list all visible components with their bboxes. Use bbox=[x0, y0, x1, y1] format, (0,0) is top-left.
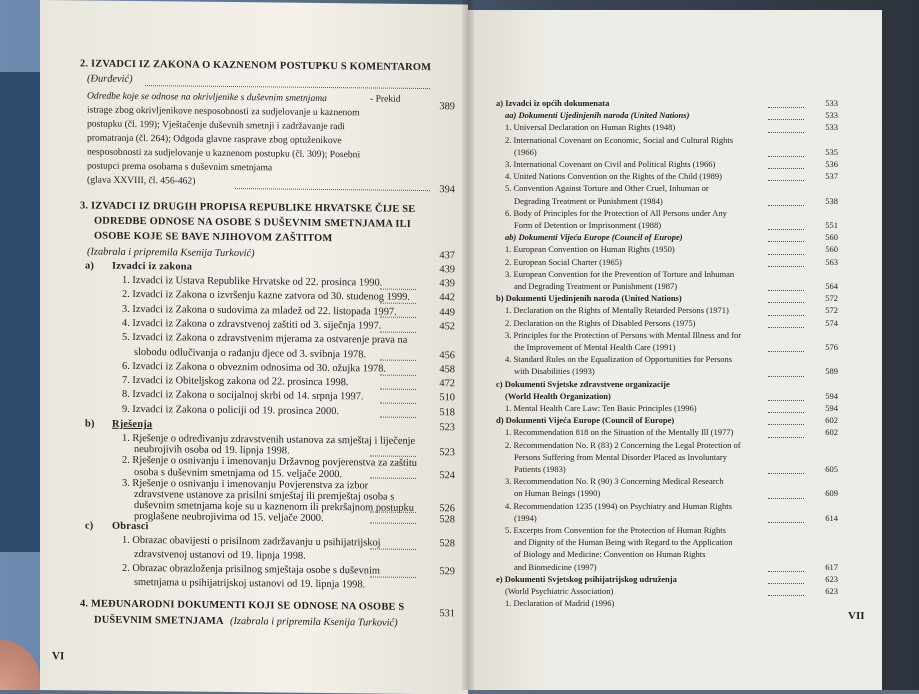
sec3-title: ODREDBE ODNOSE NA OSOBE S DUŠEVNIM SMETNJAMA ILI bbox=[94, 215, 412, 230]
toc-entry: (World Health Organization) bbox=[505, 390, 611, 401]
leader-dots bbox=[768, 290, 804, 291]
toc-entry: (1994) bbox=[514, 512, 537, 523]
sec4-page: 531 bbox=[439, 608, 455, 620]
page-folio-right: VII bbox=[848, 610, 865, 622]
toc-page-number: 439 bbox=[439, 278, 455, 290]
leader-dots bbox=[768, 473, 804, 474]
leader-dots bbox=[768, 132, 804, 133]
toc-entry: (1966) bbox=[514, 146, 537, 157]
toc-entry: 3. Principles for the Protection of Persons with Mental Illness and for bbox=[505, 329, 742, 340]
sub-c-letter: c) bbox=[85, 520, 94, 532]
toc-page-number: 617 bbox=[825, 561, 838, 572]
toc-entry: c) Dokumenti Svjetske zdravstvene organizacije bbox=[496, 378, 670, 389]
toc-entry: and Degrading Treatment or Punishment (1987) bbox=[514, 281, 678, 291]
toc-entry: and Dignity of the Human Being with Regard to the Application bbox=[514, 537, 733, 548]
toc-entry: 2. European Social Charter (1965) bbox=[505, 256, 622, 267]
toc-page-number: 574 bbox=[825, 317, 838, 328]
toc-entry: 2. Rješenje o osnivanju i imenovanju Državnog povjerenstva za zaštitu bbox=[122, 455, 417, 470]
toc-entry: 9. Izvadci iz Zakona o policiji od 19. prosinca 2000. bbox=[122, 403, 339, 417]
toc-entry: Form of Detention or Imprisonment (1988) bbox=[514, 220, 662, 230]
toc-entry: a) Izvadci iz općih dokumenata bbox=[496, 98, 610, 108]
leader-dots bbox=[768, 302, 804, 303]
right-page bbox=[468, 10, 882, 690]
sec2-line: istrage zbog okrivljenikove nesposobnosti za sudjelovanje u kaznenom bbox=[87, 104, 360, 119]
toc-entry: 2. Izvadci iz Zakona o izvršenju kazne zatvora od 30. studenog 1999. bbox=[122, 289, 410, 304]
toc-page-number: 524 bbox=[439, 469, 455, 481]
toc-page-number: 605 bbox=[825, 464, 838, 474]
leader-dots bbox=[380, 417, 416, 418]
toc-entry: Patients (1983) bbox=[514, 464, 566, 474]
leader-dots bbox=[380, 317, 416, 318]
toc-entry: (World Psychiatric Association) bbox=[505, 586, 614, 596]
toc-page-number: 551 bbox=[825, 220, 838, 230]
toc-page-number: 602 bbox=[825, 427, 838, 438]
toc-entry: 6. Body of Principles for the Protection of All Persons under Any bbox=[505, 207, 727, 218]
sec2-author: (Đurđević) bbox=[87, 73, 133, 85]
toc-page-number: 564 bbox=[825, 281, 838, 291]
toc-page-number: 537 bbox=[825, 171, 838, 182]
toc-page-number: 526 bbox=[439, 503, 455, 515]
toc-page-number: 510 bbox=[439, 392, 455, 404]
toc-entry: osoba s duševnim smetnjama od 15. veljače 2000. bbox=[134, 466, 343, 480]
toc-page-number: 563 bbox=[825, 256, 838, 267]
toc-page-number: 528 bbox=[439, 514, 455, 526]
toc-page-number: 449 bbox=[439, 306, 455, 318]
leader-dots bbox=[768, 595, 804, 596]
toc-page-number: 458 bbox=[439, 363, 455, 376]
toc-page-number: 523 bbox=[439, 447, 455, 459]
toc-entry: 5. Izvadci iz Zakona o zdravstvenim mjerama za ostvarenje prava na bbox=[122, 332, 408, 347]
toc-page-number: 533 bbox=[825, 122, 838, 133]
toc-page-number: 572 bbox=[825, 293, 838, 304]
leader-dots bbox=[768, 180, 804, 181]
page-folio-left: VI bbox=[52, 650, 65, 663]
sec3-title: OSOBE KOJE SE BAVE NJIHOVOM ZAŠTITOM bbox=[94, 230, 333, 245]
toc-entry: d) Dokumenti Vijeća Europe (Council of Europe) bbox=[496, 415, 675, 426]
toc-page-number: 560 bbox=[825, 232, 838, 243]
toc-entry: slobodu odlučivanja o rađanju djece od 3. svibnja 1978. bbox=[134, 346, 367, 360]
toc-entry: 2. Obrazac obrazloženja prisilnog smještaja osobe s duševnim bbox=[122, 562, 380, 577]
toc-entry: 3. Recommendation No. R (90) 3 Concerning Medical Research bbox=[505, 476, 724, 487]
toc-page-number: 529 bbox=[439, 566, 455, 578]
leader-dots bbox=[380, 360, 416, 361]
toc-entry: the Improvement of Mental Health Care (1991) bbox=[514, 342, 676, 352]
sec2-title: 2. IZVADCI IZ ZAKONA O KAZNENOM POSTUPKU S KOMENTAROM bbox=[80, 58, 432, 74]
leader-dots bbox=[768, 156, 804, 157]
toc-entry: e) Dokumenti Svjetskog psihijatrijskog udruženja bbox=[496, 573, 677, 584]
toc-page-number: 472 bbox=[439, 378, 455, 390]
sec2-line: - Prekid bbox=[370, 93, 401, 105]
leader-dots bbox=[235, 188, 430, 191]
toc-page-number: 452 bbox=[439, 321, 455, 333]
toc-entry: 2. Declaration on the Rights of Disabled Persons (1975) bbox=[505, 317, 696, 328]
leader-dots bbox=[768, 327, 804, 328]
leader-dots bbox=[370, 477, 416, 478]
sec3-author: (Izabrala i pripremila Ksenija Turković) bbox=[87, 246, 255, 260]
toc-entry: 5. Convention Against Torture and Other Cruel, Inhuman or bbox=[505, 183, 709, 194]
toc-entry: zdravstvene ustanove za prisilni smještaj ili premještaj osoba s bbox=[134, 488, 395, 503]
toc-page-number: 528 bbox=[439, 538, 455, 550]
toc-page-number: 589 bbox=[825, 366, 838, 377]
sec2-line: nesposobnosti za sudjelovanje u kaznenom postupku (čl. 309); Posebni bbox=[87, 146, 361, 161]
leader-dots bbox=[380, 288, 416, 289]
sec3-title: 3. IZVADCI IZ DRUGIH PROPISA REPUBLIKE HRVATSKE ČIJE SE bbox=[80, 200, 416, 215]
leader-dots bbox=[380, 303, 416, 304]
toc-entry: smetnjama u psihijatrijskoj ustanovi od 19. lipnja 1998. bbox=[134, 576, 366, 591]
toc-page-number: 533 bbox=[825, 98, 838, 108]
leader-dots bbox=[145, 85, 430, 89]
toc-entry: 1. Izvadci iz Ustava Republike Hrvatske od 22. prosinca 1990. bbox=[122, 274, 383, 289]
sec2-line: Odredbe koje se odnose na okrivljenike s duševnim smetnjama bbox=[87, 90, 327, 105]
leader-dots bbox=[768, 241, 804, 242]
leader-dots bbox=[370, 455, 416, 456]
toc-entry: Persons Suffering from Mental Disorder Placed as Involuntary bbox=[514, 451, 728, 462]
toc-entry: 3. Izvadci iz Zakona o sudovima za mladež od 22. listopada 1997. bbox=[122, 303, 397, 318]
toc-page-number: 609 bbox=[825, 488, 838, 499]
sub-a-title: Izvadci iz zakona bbox=[112, 260, 193, 273]
toc-entry: 5. Excerpts from Convention for the Protection of Human Rights bbox=[505, 525, 726, 535]
sub-a-letter: a) bbox=[85, 260, 95, 272]
toc-page-number: 576 bbox=[825, 342, 838, 352]
toc-entry: 4. Standard Rules on the Equalization of Opportunities for Persons bbox=[505, 354, 733, 365]
toc-entry: aa) Dokumenti Ujedinjenih naroda (United Nations) bbox=[505, 110, 690, 121]
toc-entry: 3. Rješenje o osnivanju i imenovanju Povjerenstva za izbor bbox=[122, 477, 369, 492]
toc-entry: with Disabilities (1993) bbox=[514, 366, 595, 377]
toc-page-number: 594 bbox=[825, 403, 838, 413]
sub-b-letter: b) bbox=[85, 418, 95, 430]
sub-a-page: 439 bbox=[439, 264, 455, 276]
toc-entry: 1. Rješenje o određivanju zdravstvenih ustanova za smještaj i liječenje bbox=[122, 432, 416, 447]
sec4-title: DUŠEVNIM SMETNJAMA bbox=[94, 614, 224, 627]
sec2-line: (glava XXVIII, čl. 456-462) bbox=[87, 174, 196, 187]
leader-dots bbox=[768, 412, 804, 413]
leader-dots bbox=[370, 548, 416, 549]
book-spine bbox=[462, 0, 474, 690]
toc-entry: 1. Declaration of Madrid (1996) bbox=[505, 598, 615, 609]
leader-dots bbox=[768, 376, 804, 377]
sub-c-title: Obrasci bbox=[112, 520, 149, 533]
leader-dots bbox=[768, 424, 804, 425]
leader-dots bbox=[768, 351, 804, 352]
toc-page-number: 572 bbox=[825, 305, 838, 316]
leader-dots bbox=[768, 583, 804, 584]
leader-dots bbox=[768, 254, 804, 255]
toc-page-number: 602 bbox=[825, 415, 838, 426]
leader-dots bbox=[380, 331, 416, 332]
toc-entry: 1. Universal Declaration on Human Rights (1948) bbox=[505, 122, 676, 133]
toc-entry: 4. Izvadci iz Zakona o zdravstvenoj zaštiti od 3. siječnja 1997. bbox=[122, 317, 382, 332]
toc-page-number: 442 bbox=[439, 292, 455, 304]
leader-dots bbox=[768, 107, 804, 108]
toc-entry: Degrading Treatment or Punishment (1984) bbox=[514, 195, 663, 206]
leader-dots bbox=[380, 374, 416, 375]
leader-dots bbox=[370, 576, 416, 577]
toc-entry: b) Dokumenti Ujedinjenih naroda (United Nations) bbox=[496, 293, 682, 304]
toc-page-number: 614 bbox=[825, 512, 838, 523]
leader-dots bbox=[768, 266, 804, 267]
toc-entry: 6. Izvadci iz Zakona o obveznim odnosima od 30. ožujka 1978. bbox=[122, 360, 387, 375]
sub-b-title: Rješenja bbox=[112, 418, 153, 431]
toc-entry: 4. United Nations Convention on the Rights of the Child (1989) bbox=[505, 171, 722, 182]
leader-dots bbox=[380, 388, 416, 389]
sec2-line: postupku (čl. 199); Vještačenje duševnih smetnji i zadržavanje radi bbox=[87, 118, 345, 133]
toc-entry: and Biomedicine (1997) bbox=[514, 561, 597, 572]
toc-entry: of Biology and Medicine: Convention on Human Rights bbox=[514, 549, 706, 560]
toc-entry: zdravstvenoj ustanovi od 19. lipnja 1998. bbox=[134, 548, 306, 562]
leader-dots bbox=[768, 229, 804, 230]
leader-dots bbox=[768, 437, 804, 438]
sec4-author: (Izabrala i pripremila Ksenija Turković) bbox=[230, 615, 398, 629]
toc-entry: ab) Dokumenti Vijeća Europe (Council of Europe) bbox=[505, 232, 683, 243]
toc-entry: 2. International Covenant on Economic, Social and Cultural Rights bbox=[505, 134, 734, 145]
toc-entry: 1. Obrazac obavijesti o prisilnom zadržavanju u psihijatrijskoj bbox=[122, 534, 381, 549]
toc-entry: 4. Recommendation 1235 (1994) on Psychiatry and Human Rights bbox=[505, 500, 732, 511]
toc-entry: 1. European Convention on Human Rights (1950) bbox=[505, 244, 675, 255]
toc-entry: duševnim smetnjama koje su u kaznenom ili prekršajnom postupku bbox=[134, 500, 414, 515]
leader-dots bbox=[768, 571, 804, 572]
toc-page-number: 518 bbox=[439, 406, 455, 419]
toc-entry: 1. Declaration on the Rights of Mentally Retarded Persons (1971) bbox=[505, 305, 729, 316]
toc-page-number: 538 bbox=[825, 195, 838, 206]
leader-dots bbox=[768, 119, 804, 120]
toc-entry: 1. Mental Health Care Law: Ten Basic Principles (1996) bbox=[505, 403, 697, 413]
leader-dots bbox=[768, 168, 804, 169]
toc-page-number: 535 bbox=[825, 146, 838, 157]
toc-page-number: 623 bbox=[825, 573, 838, 584]
toc-entry: on Human Beings (1990) bbox=[514, 488, 601, 499]
leader-dots bbox=[380, 403, 416, 404]
sec4-title: 4. MEĐUNARODNI DOKUMENTI KOJI SE ODNOSE NA OSOBE S bbox=[80, 598, 405, 613]
toc-page-number: 533 bbox=[825, 110, 838, 121]
toc-page-number: 456 bbox=[439, 349, 455, 361]
leader-dots bbox=[768, 315, 804, 316]
leader-dots bbox=[768, 400, 804, 401]
toc-entry: 7. Izvadci iz Obiteljskog zakona od 22. prosinca 1998. bbox=[122, 374, 349, 389]
toc-entry: 8. Izvadci iz Zakona o socijalnoj skrbi od 14. srpnja 1997. bbox=[122, 389, 364, 403]
leader-dots bbox=[768, 522, 804, 523]
toc-entry: 3. International Covenant on Civil and Political Rights (1966) bbox=[505, 159, 716, 169]
toc-entry: 2. Recommendation No. R (83) 2 Concerning the Legal Protection of bbox=[505, 439, 741, 450]
sec2-page: 394 bbox=[439, 184, 455, 196]
sec3-page: 437 bbox=[439, 250, 455, 262]
leader-dots bbox=[370, 522, 416, 523]
sec2-page: 389 bbox=[439, 101, 455, 113]
toc-page-number: 623 bbox=[825, 586, 838, 596]
toc-page-number: 594 bbox=[825, 390, 838, 401]
toc-page-number: 536 bbox=[825, 159, 838, 169]
leader-dots bbox=[768, 498, 804, 499]
sec2-line: promatranja (čl. 264); Odgoda glavne rasprave zbog optuženikove bbox=[87, 132, 342, 147]
toc-entry: 3. European Convention for the Prevention of Torture and Inhuman bbox=[505, 268, 735, 279]
sub-b-page: 523 bbox=[439, 422, 455, 434]
toc-entry: proglašene neubrojivima od 15. veljače 2000. bbox=[134, 511, 324, 525]
toc-page-number: 560 bbox=[825, 244, 838, 255]
toc-entry: 1. Recommendation 818 on the Situation of the Mentally Ill (1977) bbox=[505, 427, 734, 438]
sec2-line: postupci prema osobama s duševnim smetnjama bbox=[87, 160, 273, 174]
toc-entry: neubrojivih osoba od 19. lipnja 1998. bbox=[134, 444, 290, 457]
left-page bbox=[40, 0, 468, 694]
leader-dots bbox=[768, 205, 804, 206]
